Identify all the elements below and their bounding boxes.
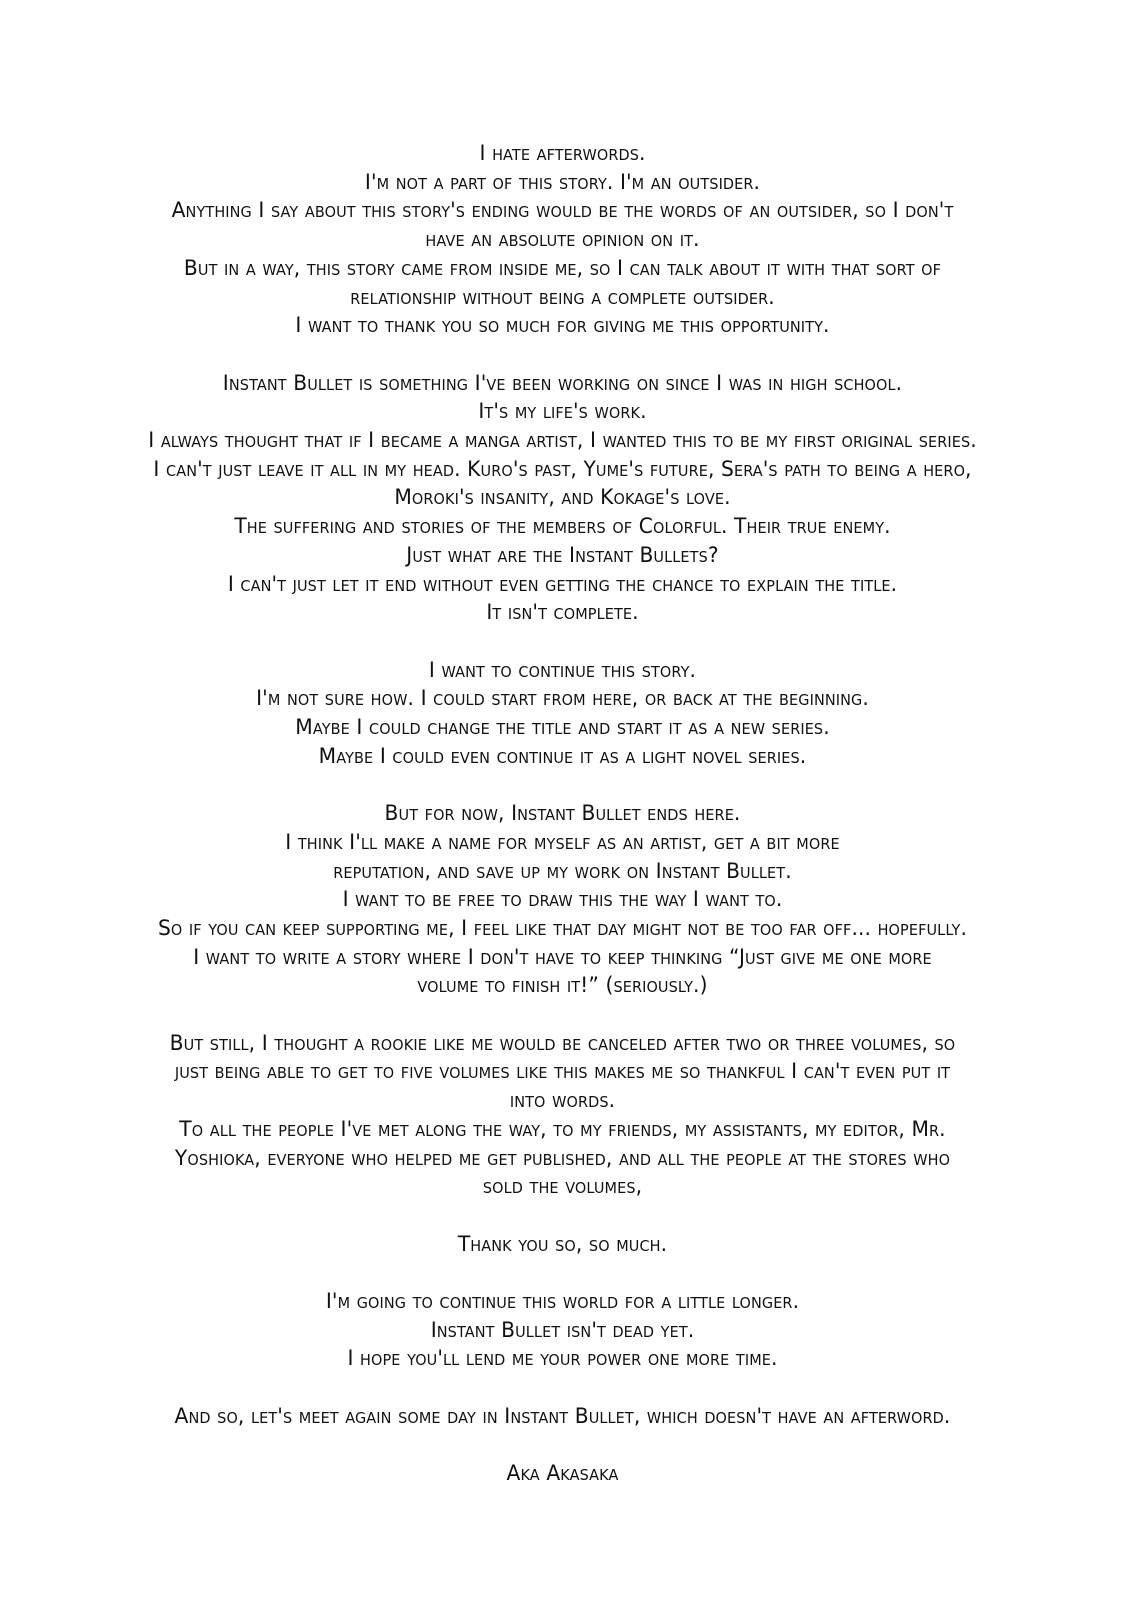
paragraph-4: [0, 799, 1125, 1000]
text-line: Instant Bullet isn't dead yet.: [430, 1317, 695, 1342]
text-line: It's my life's work.: [478, 399, 647, 424]
text-line: Yoshioka, everyone who helped me get published, and all the people at the stores who: [174, 1145, 951, 1170]
author-signature: Aka Akasaka: [506, 1461, 619, 1486]
text-line: Just what are the Instant Bullets?: [406, 542, 719, 567]
paragraph-1: [0, 139, 1125, 340]
text-line: The suffering and stories of the members of Colorful. Their true enemy.: [234, 514, 891, 539]
text-line: Thank you so, so much.: [457, 1231, 668, 1256]
text-line: just being able to get to five volumes like this makes me so thankful I can't even put it: [174, 1059, 951, 1084]
text-line: I'm not a part of this story. I'm an outsider.: [364, 169, 761, 194]
text-line: It isn't complete.: [486, 600, 639, 625]
paragraph-gap: [0, 770, 1125, 799]
text-line: I hate afterwords.: [479, 141, 646, 165]
paragraph-gap: [0, 340, 1125, 369]
paragraph-6: [0, 1230, 1125, 1259]
text-line: I can't just let it end without even getting the chance to explain the title.: [227, 571, 898, 596]
paragraph-gap: [0, 1373, 1125, 1402]
text-line: volume to finish it!” (seriously.): [417, 973, 708, 998]
text-line: I'm not sure how. I could start from here, or back at the beginning.: [256, 686, 869, 711]
text-line: I always thought that if I became a manga artist, I wanted this to be my first original series.: [148, 428, 977, 453]
text-line: I'm going to continue this world for a little longer.: [325, 1289, 800, 1314]
paragraph-gap: [0, 1201, 1125, 1230]
text-line: I think I'll make a name for myself as an artist, get a bit more: [285, 829, 840, 854]
afterword-page: [0, 139, 1125, 1488]
text-line: So if you can keep supporting me, I feel like that day might not be too far off... hopefully.: [157, 915, 968, 940]
text-line: Maybe I could change the title and start it as a new series.: [295, 715, 830, 740]
text-line: Anything I say about this story's ending would be the words of an outsider, so I don't: [171, 198, 954, 223]
text-line: I can't just leave it all in my head. Kuro's past, Yume's future, Sera's path to being a hero,: [153, 456, 972, 481]
text-line: sold the volumes,: [482, 1174, 643, 1199]
paragraph-3: [0, 656, 1125, 771]
text-line: I hope you'll lend me your power one more time.: [347, 1346, 778, 1371]
text-line: I want to continue this story.: [428, 657, 697, 682]
paragraph-7: [0, 1287, 1125, 1373]
text-line: I want to thank you so much for giving me this opportunity.: [295, 313, 830, 338]
text-line: I want to be free to draw this the way I want to.: [342, 887, 783, 912]
paragraph-gap: [0, 1431, 1125, 1460]
text-line: But in a way, this story came from inside me, so I can talk about it with that sort of: [183, 255, 942, 280]
paragraph-gap: [0, 1258, 1125, 1287]
paragraph-5: [0, 1029, 1125, 1201]
text-line: Maybe I could even continue it as a light novel series.: [318, 743, 807, 768]
paragraph-2: [0, 369, 1125, 627]
paragraph-gap: [0, 627, 1125, 656]
text-line: reputation, and save up my work on Instant Bullet.: [333, 858, 792, 883]
text-line: But still, I thought a rookie like me would be canceled after two or three volumes, so: [169, 1030, 956, 1055]
text-line: I want to write a story where I don't have to keep thinking “Just give me one more: [193, 944, 932, 969]
text-line: into words.: [509, 1088, 616, 1113]
text-line: Moroki's insanity, and Kokage's love.: [394, 485, 731, 510]
text-line: To all the people I've met along the way, to my friends, my assistants, my editor, Mr.: [179, 1116, 946, 1141]
paragraph-gap: [0, 1000, 1125, 1029]
text-line: relationship without being a complete outsider.: [350, 284, 775, 309]
text-line: have an absolute opinion on it.: [425, 227, 700, 252]
text-line: And so, let's meet again some day in Instant Bullet, which doesn't have an afterword.: [174, 1403, 951, 1428]
text-line: Instant Bullet is something I've been working on since I was in high school.: [222, 370, 903, 395]
paragraph-8: [0, 1402, 1125, 1431]
text-line: But for now, Instant Bullet ends here.: [384, 801, 741, 826]
